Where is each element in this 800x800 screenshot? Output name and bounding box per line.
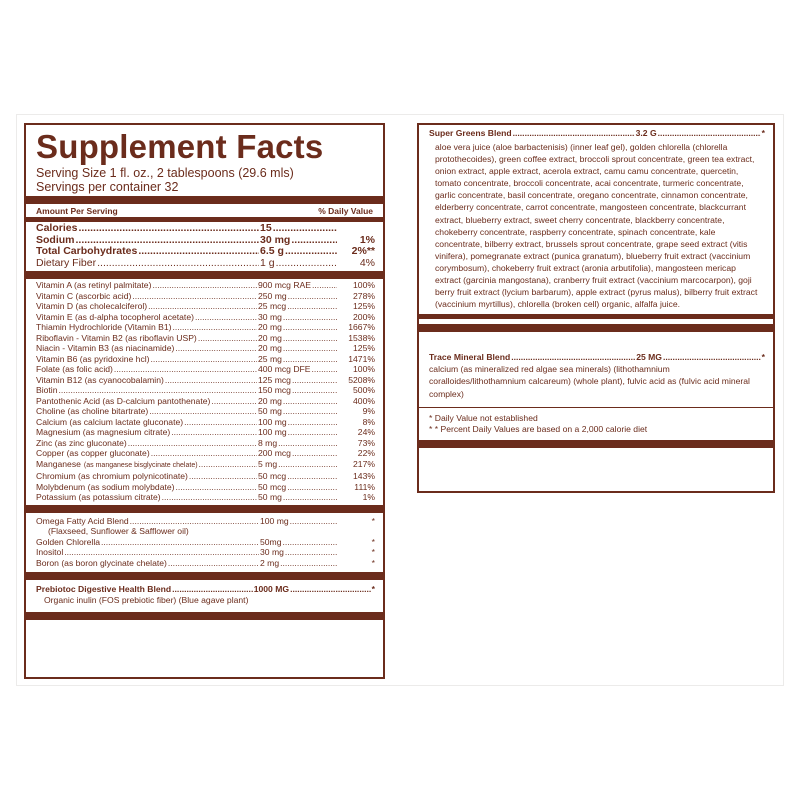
- table-row: [30, 448, 379, 459]
- nutrient-amount: 100 mg: [260, 515, 289, 526]
- nutrient-dv: *: [371, 515, 375, 526]
- nutrient-dv: 100%: [353, 280, 375, 290]
- nutrient-name: Zinc (as zinc gluconate): [36, 437, 127, 448]
- nutrient-dv: 24%: [357, 427, 375, 437]
- divider: [419, 314, 773, 319]
- nutrient-amount: 20 mg: [258, 395, 282, 406]
- table-row: [30, 459, 379, 472]
- nutrient-amount: 30 mg: [260, 547, 284, 557]
- trace-row: [423, 352, 769, 363]
- divider: [419, 440, 773, 448]
- divider: [26, 612, 383, 620]
- divider: [26, 217, 383, 222]
- table-row: [30, 482, 379, 493]
- table-row: [30, 354, 379, 365]
- nutrient-amount: 50 mg: [258, 406, 282, 416]
- nutrient-amount: 25 mcg: [258, 301, 287, 311]
- nutrient-dv: 400%: [353, 395, 375, 406]
- nutrient-amount: 100 mg: [258, 427, 287, 437]
- nutrient-name: Manganese: [36, 458, 81, 469]
- nutrient-name: Sodium: [36, 234, 75, 246]
- nutrient-dv: 1471%: [348, 353, 375, 364]
- nutrient-dv: 4%: [359, 257, 375, 269]
- page-title: Supplement Facts: [36, 128, 324, 165]
- greens-dv: *: [761, 128, 765, 138]
- nutrient-name: Golden Chlorella: [36, 536, 101, 547]
- nutrient-amount: 5 mg: [258, 458, 278, 469]
- nutrient-dv: 217%: [353, 458, 375, 469]
- nutrient-amount: 1 g: [260, 257, 275, 269]
- nutrient-dv: 100%: [353, 364, 375, 374]
- nutrient-dv: *: [371, 547, 375, 557]
- nutrient-name: Inositol: [36, 547, 64, 557]
- nutrient-name: Vitamin B6 (as pyridoxine hcl): [36, 353, 150, 364]
- greens-row: [423, 128, 769, 139]
- nutrient-name: Boron (as boron glycinate chelate): [36, 557, 167, 568]
- nutrient-name: Choline (as choline bitartrate): [36, 406, 149, 416]
- table-row: [30, 364, 379, 375]
- nutrient-name: Riboflavin - Vitamin B2 (as riboflavin USP): [36, 332, 197, 343]
- nutrient-dv: 200%: [353, 311, 375, 322]
- nutrient-dv: 1%: [362, 492, 375, 502]
- nutrient-name: Niacin - Vitamin B3 (as niacinamide): [36, 343, 175, 353]
- table-row: [30, 235, 379, 247]
- nutrient-amount: 30 mg: [260, 234, 291, 246]
- nutrient-name: Folate (as folic acid): [36, 364, 113, 374]
- nutrient-amount: 200 mcg: [258, 448, 291, 458]
- nutrient-dv: 125%: [353, 301, 375, 311]
- blend-sources: [30, 526, 379, 537]
- nutrient-amount: 30 mg: [258, 311, 282, 322]
- trace-name: Trace Mineral Blend: [429, 352, 511, 363]
- nutrient-amount: 50 mcg: [258, 481, 287, 492]
- table-row: [30, 312, 379, 323]
- prebiotic-name: Prebiotoc Digestive Health Blend: [36, 584, 172, 594]
- nutrient-subtext: (Flaxseed, Sunflower & Safflower oil): [48, 526, 189, 536]
- nutrient-amount: 125 mcg: [258, 374, 291, 385]
- nutrient-name: Vitamin A (as retinyl palmitate): [36, 280, 152, 290]
- nutrient-amount: 6.5 g: [260, 246, 284, 257]
- table-row: [30, 301, 379, 312]
- nutrient-amount: 50 mg: [258, 492, 282, 502]
- prebiotic-amount: 1000 MG: [253, 584, 290, 594]
- table-row: [30, 492, 379, 503]
- dv-header: % Daily Value: [318, 206, 373, 216]
- trace-ingredients: calcium (as mineralized red algae sea minerals) (lithothamnium coralloides/lithothamnium calcareum) (whole plant), fulvic acid as (fulvic acid mineral complex): [429, 364, 750, 399]
- nutrient-amount: 20 mg: [258, 343, 282, 353]
- nutrient-dv: 22%: [357, 448, 375, 458]
- table-row: [30, 322, 379, 333]
- table-row: [30, 258, 379, 270]
- nutrient-amount: 8 mg: [258, 437, 278, 448]
- prebiotic-dv: *: [371, 584, 375, 594]
- nutrient-dv: 2%**: [351, 246, 375, 257]
- divider: [419, 407, 773, 408]
- nutrient-amount: 900 mcg RAE: [258, 280, 312, 290]
- trace-amount: 25 MG: [636, 352, 662, 363]
- nutrient-name: Vitamin B12 (as cyanocobalamin): [36, 374, 164, 385]
- nutrient-dv: 143%: [353, 471, 375, 481]
- servings-per-container: Servings per container 32: [36, 180, 179, 194]
- divider: [26, 271, 383, 279]
- nutrient-amount: 20 mg: [258, 332, 282, 343]
- nutrient-dv: 73%: [357, 437, 375, 448]
- nutrient-dv: 5208%: [348, 374, 375, 385]
- nutrient-dv: 1%: [359, 234, 375, 246]
- nutrient-amount: 400 mcg DFE: [258, 364, 311, 374]
- greens-ingredients: aloe vera juice (aloe barbactenisis) (inner leaf gel), golden chlorella (chlorella protothecoides), green coffee extract, broccoli sprout concentrate, green tea extract, onion extract, apple extract, acerola extract, camu camu concentrate, quercetin, tomato concentrate, broccoli concentrate, acai concentrate, turmeric concentrate, garlic concentrate, basil concentrate, oregano concentrate, cinnamon concentrate, elderberry concentrate, carrot concentrate, mangosteen concentrate, blackcurrant extract, blueberry extract, sweet cherry concentrate, blackberry concentrate, chokeberry concentrate, raspberry concentrate, spinach concentrate, kale concentrate, bilberry extract, brussels sprout concentrate, grape seed extract (vitis vinifera), pomegranate extract (punica granatum), blueberry fruit extract (vaccinium corymbosum), chokeberry fruit extract (aronia arbutifolia), mangosteen mericap extract (garcinia mangostana), cranberry fruit extract (vaccinium marcocarpon), goji berry fruit extract (lycium barbarum), apple extract (pyrus malus), bilberry fruit extract (vaccinium myrtillus), chlorella (broken cell) organic, alfalfa juice.: [435, 142, 758, 310]
- nutrient-dv: 1538%: [348, 332, 375, 343]
- nutrient-name: Total Carbohydrates: [36, 246, 138, 257]
- divider: [26, 572, 383, 580]
- divider: [26, 196, 383, 204]
- table-row: [30, 375, 379, 386]
- nutrient-name: Molybdenum (as sodium molybdate): [36, 481, 175, 492]
- table-row: [30, 385, 379, 396]
- table-row: [30, 291, 379, 302]
- footnote: * * Percent Daily Values are based on a 2,000 calorie diet: [429, 423, 648, 434]
- serving-size: Serving Size 1 fl. oz., 2 tablespoons (29.6 mls): [36, 166, 294, 180]
- nutrient-dv: 1667%: [348, 322, 375, 332]
- nutrient-dv: 111%: [354, 481, 375, 492]
- nutrient-name: Vitamin E (as d-alpha tocopherol acetate): [36, 311, 194, 322]
- nutrient-amount: 20 mg: [258, 322, 282, 332]
- nutrient-dv: 125%: [353, 343, 375, 353]
- nutrient-name: Potassium (as potassium citrate): [36, 492, 161, 502]
- table-row: [30, 558, 379, 569]
- nutrient-amount: 15: [260, 223, 272, 234]
- nutrient-name: Calories: [36, 223, 78, 234]
- table-row: [30, 223, 379, 235]
- nutrient-amount: 250 mg: [258, 290, 287, 301]
- nutrient-name: Dietary Fiber: [36, 257, 97, 269]
- nutrient-amount: 25 mg: [258, 353, 282, 364]
- nutrient-dv: 9%: [362, 406, 375, 416]
- prebiotic-row: [30, 584, 379, 595]
- nutrient-name: Chromium (as chromium polynicotinate): [36, 471, 188, 481]
- nutrient-amount: 50mg: [260, 536, 282, 547]
- table-row: [30, 537, 379, 548]
- table-row: [30, 427, 379, 438]
- nutrient-name: Vitamin C (ascorbic acid): [36, 290, 132, 301]
- nutrient-name: Thiamin Hydrochloride (Vitamin B1): [36, 322, 172, 332]
- table-row: [30, 333, 379, 344]
- nutrient-name: Copper (as copper gluconate): [36, 448, 150, 458]
- nutrient-name: Magnesium (as magnesium citrate): [36, 427, 171, 437]
- amount-header: Amount Per Serving: [36, 206, 118, 216]
- nutrient-dv: 278%: [353, 290, 375, 301]
- divider: [26, 505, 383, 513]
- nutrient-amount: 150 mcg: [258, 385, 291, 395]
- table-header: [30, 204, 379, 217]
- table-row: [30, 246, 379, 258]
- nutrient-name-note: (as manganese bisglycinate chelate): [83, 461, 198, 469]
- table-row: [30, 438, 379, 449]
- nutrient-amount: 2 mg: [260, 557, 280, 568]
- greens-amount: 3.2 G: [635, 128, 657, 138]
- other-list: [30, 516, 379, 569]
- nutrient-name: Omega Fatty Acid Blend: [36, 515, 129, 526]
- nutrient-name: Calcium (as calcium lactate gluconate): [36, 416, 184, 427]
- vitamin-list: [30, 280, 379, 503]
- table-row: [30, 547, 379, 558]
- table-row: [30, 406, 379, 417]
- table-row: [30, 343, 379, 354]
- footnote: * Daily Value not established: [429, 412, 538, 423]
- prebiotic-ingredients: Organic inulin (FOS prebiotic fiber) (Blue agave plant): [44, 595, 249, 605]
- nutrient-name: Biotin: [36, 385, 58, 395]
- nutrient-name: Vitamin D (as cholecalciferol): [36, 301, 148, 311]
- nutrient-name: Pantothenic Acid (as D-calcium pantothenate): [36, 395, 211, 406]
- divider: [419, 324, 773, 332]
- nutrient-amount: 50 mcg: [258, 471, 287, 481]
- nutrient-dv: 500%: [353, 385, 375, 395]
- trace-dv: *: [761, 352, 765, 363]
- table-row: [30, 417, 379, 428]
- table-row: [30, 280, 379, 291]
- table-row: [30, 471, 379, 482]
- table-row: [30, 396, 379, 407]
- supplement-facts-panel: [24, 123, 385, 679]
- blends-panel: [417, 123, 775, 493]
- macro-list: [30, 223, 379, 269]
- nutrient-dv: *: [371, 557, 375, 568]
- nutrient-dv: *: [371, 536, 375, 547]
- greens-name: Super Greens Blend: [429, 128, 512, 138]
- table-row: [30, 516, 379, 527]
- nutrient-amount: 100 mg: [258, 416, 287, 427]
- nutrient-dv: 8%: [362, 416, 375, 427]
